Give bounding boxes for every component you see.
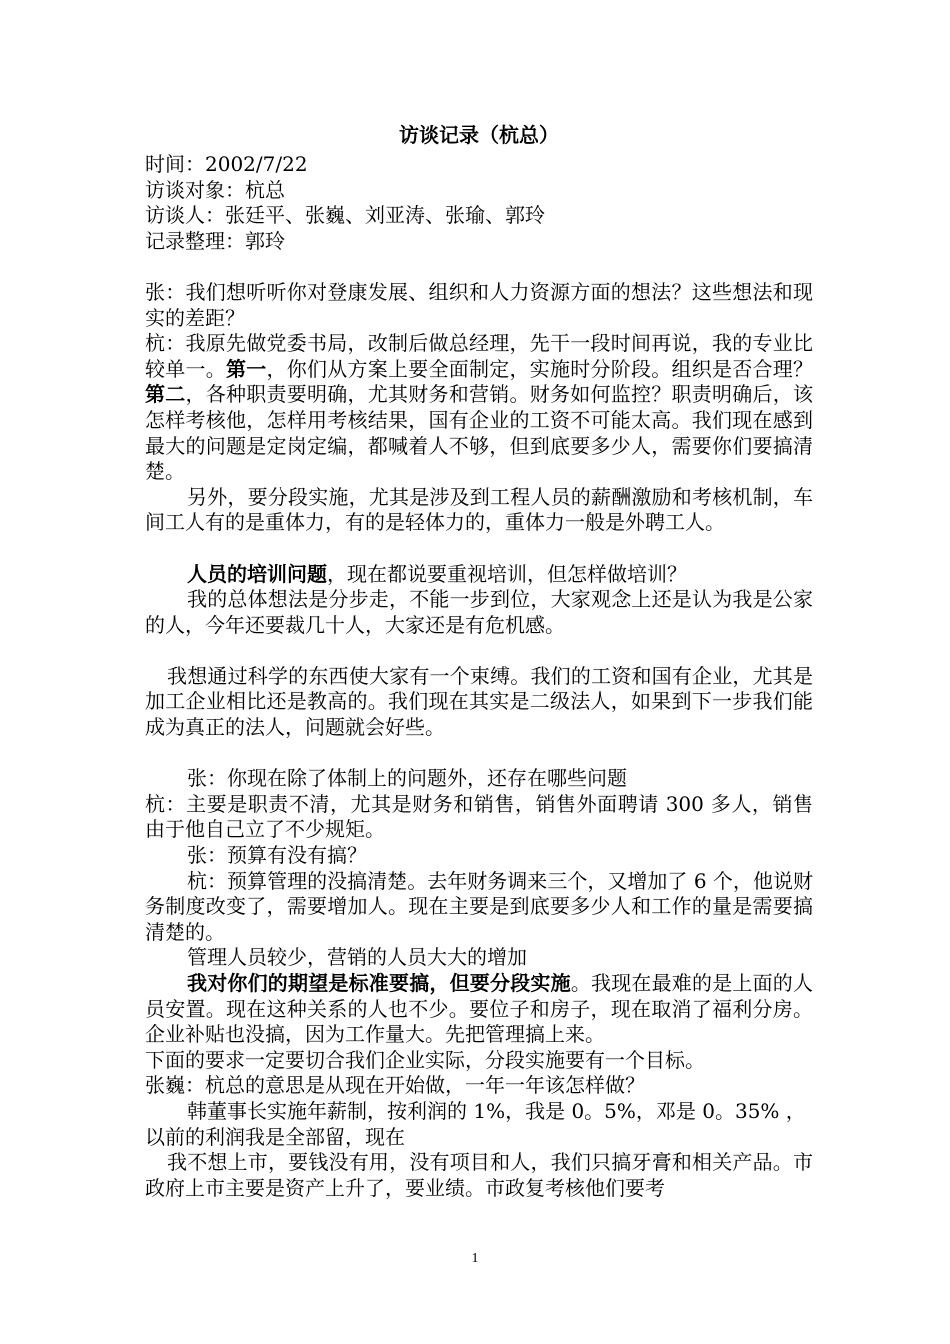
paragraph-overall-idea: 我的总体想法是分步走，不能一步到位，大家观念上还是认为我是公家的人，今年还要裁几十人，大家还是有危机感。 [145, 587, 813, 637]
paragraph-answer-budget: 杭：预算管理的没搞清楚。去年财务调来三个，又增加了 6 个，他说财务制度改变了，需要增加人。现在主要是到底要多少人和工作的量是需要搞清楚的。 [145, 868, 813, 944]
meta-interviewers: 访谈人：张廷平、张巍、刘亚涛、张瑜、郭玲 [145, 203, 545, 228]
answer-1-part-e: ，各种职责要明确，尤其财务和营销。财务如何监控？职责明确后，该怎样考核他，怎样用考核结果，国有企业的工资不可能太高。我们现在感到最大的问题是定岗定编，都喊着人不够，但到底要多少人，需要你们要搞清楚。 [145, 382, 813, 484]
training-text: ，现在都说要重视培训，但怎样做培训？ [327, 561, 687, 586]
paragraph-staffing: 管理人员较少，营销的人员大大的增加 [187, 945, 527, 970]
meta-time: 时间：2002/7/22 [145, 152, 308, 176]
paragraph-training [145, 562, 813, 588]
spacer [145, 638, 813, 664]
training-heading: 人员的培训问题 [187, 561, 327, 586]
paragraph-requirements: 下面的要求一定要切合我们企业实际，分段实施要有一个目标。 [145, 1047, 705, 1072]
spacer [145, 741, 813, 767]
spacer [145, 254, 813, 280]
paragraph-constraint: 我想通过科学的东西使大家有一个束缚。我们的工资和国有企业，尤其是加工企业相比还是教高的。我们现在其实是二级法人，如果到下一步我们能成为真正的法人，问题就会好些。 [145, 663, 813, 740]
paragraph-answer-2: 杭：主要是职责不清，尤其是财务和销售，销售外面聘请 300 多人，销售由于他自己立了不少规矩。 [145, 791, 813, 842]
paragraph-expectation [145, 971, 813, 1048]
paragraph-question-budget: 张：预算有没有搞？ [187, 843, 367, 868]
answer-1-second-point: 第二 [145, 382, 186, 407]
paragraph-phased-implementation: 另外，要分段实施，尤其是涉及到工程人员的薪酬激励和考核机制，车间工人有的是重体力，有的是轻体力的，重体力一般是外聘工人。 [145, 484, 813, 535]
meta-subject: 访谈对象：杭总 [145, 177, 285, 202]
paragraph-listing: 我不想上市，要钱没有用，没有项目和人，我们只搞牙膏和相关产品。市政府上市主要是资产上升了，要业绩。市政复考核他们要考 [145, 1150, 813, 1200]
expectation-bold: 我对你们的期望是标准要搞，但要分段实施 [187, 971, 571, 995]
answer-1-first-point: 第一 [226, 356, 267, 381]
page-number: 1 [471, 1251, 479, 1266]
document-body [145, 122, 813, 1201]
paragraph-question-3: 张巍：杭总的意思是从现在开始做，一年一年该怎样做？ [145, 1073, 645, 1098]
spacer [145, 536, 813, 562]
paragraph-profit: 以前的利润我是全部留，现在 [145, 1124, 405, 1149]
paragraph-answer-1 [145, 331, 813, 485]
meta-recorder: 记录整理：郭玲 [145, 228, 285, 253]
paragraph-annual-salary: 韩董事长实施年薪制，按利润的 1%，我是 0。5%，邓是 0。35% ， [187, 1098, 806, 1123]
expectation-text: 。我现在最难的是上面的人员安置。现在这种关系的人也不少。要位子和房子，现在取消了福利分房。企业补贴也没搞，因为工作量大。先把管理搞上来。 [145, 971, 814, 1047]
paragraph-question-2: 张：你现在除了体制上的问题外，还存在哪些问题 [187, 766, 627, 791]
paragraph-question-1: 张：我们想听听你对登康发展、组织和人力资源方面的想法？这些想法和现实的差距？ [145, 279, 813, 330]
answer-1-part-c: ，你们从方案上要全面制定，实施时分阶段。组织是否合理？ [266, 356, 813, 381]
document-title: 访谈记录（杭总） [399, 123, 559, 147]
answer-1-part-a: 杭：我原先做党委书局，改制后做总经理，先干一段时间再说，我的专业比较单一。 [145, 331, 813, 381]
